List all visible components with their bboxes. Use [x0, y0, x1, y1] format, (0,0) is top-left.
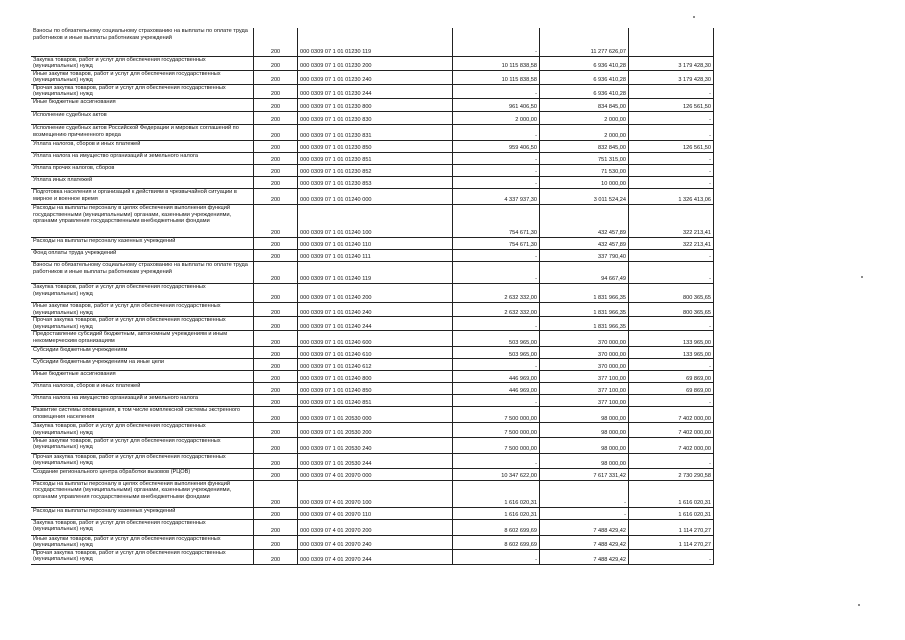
table-row	[31, 359, 714, 371]
row-approved: -	[453, 125, 540, 141]
row-approved: -	[453, 28, 540, 56]
table-row	[31, 437, 714, 453]
row-name: Иные закупки товаров, работ и услуг для обеспечения государственных (муниципальных) нужд	[31, 535, 254, 549]
row-executed: 98 000,00	[540, 407, 629, 423]
table-row	[31, 141, 714, 153]
table-row	[31, 153, 714, 165]
row-executed: 834 845,00	[540, 99, 629, 112]
row-approved: -	[453, 395, 540, 407]
row-code: 200	[254, 468, 298, 480]
row-code: 200	[254, 549, 298, 564]
row-code: 200	[254, 284, 298, 303]
row-code: 200	[254, 141, 298, 153]
row-executed: 3 011 524,24	[540, 189, 629, 205]
row-code: 200	[254, 423, 298, 437]
row-approved: 959 406,50	[453, 141, 540, 153]
row-code: 200	[254, 177, 298, 189]
row-approved: -	[453, 250, 540, 262]
row-kbk: 000 0309 07 1 01 01230 800	[298, 99, 453, 112]
row-unexecuted: -	[629, 395, 714, 407]
row-kbk: 000 0309 07 4 01 20970 200	[298, 519, 453, 535]
row-name: Предоставление субсидий бюджетным, автономным учреждениям и иным некоммерческим организациям	[31, 331, 254, 347]
row-unexecuted: 1 616 020,31	[629, 507, 714, 519]
row-approved: 503 965,00	[453, 347, 540, 359]
row-unexecuted: -	[629, 112, 714, 125]
row-name: Иные закупки товаров, работ и услуг для обеспечения государственных (муниципальных) нужд	[31, 303, 254, 317]
row-code: 200	[254, 112, 298, 125]
row-unexecuted: -	[629, 125, 714, 141]
row-unexecuted: -	[629, 84, 714, 98]
row-kbk: 000 0309 07 1 01 01230 853	[298, 177, 453, 189]
scan-speck	[858, 604, 860, 606]
row-unexecuted: 800 365,65	[629, 303, 714, 317]
row-approved: 10 347 622,00	[453, 468, 540, 480]
row-executed: 7 488 429,42	[540, 549, 629, 564]
row-name: Уплата налога на имущество организаций и земельного налога	[31, 153, 254, 165]
table-row	[31, 407, 714, 423]
row-name: Уплата иных платежей	[31, 177, 254, 189]
row-code: 200	[254, 205, 298, 238]
row-kbk: 000 0309 07 1 01 01230 851	[298, 153, 453, 165]
row-kbk: 000 0309 07 1 01 20530 200	[298, 423, 453, 437]
row-code: 200	[254, 535, 298, 549]
row-kbk: 000 0309 07 4 01 20970 240	[298, 535, 453, 549]
row-unexecuted: 322 213,41	[629, 205, 714, 238]
row-code: 200	[254, 359, 298, 371]
row-kbk: 000 0309 07 1 01 01230 244	[298, 84, 453, 98]
table-row	[31, 165, 714, 177]
table-row	[31, 453, 714, 468]
row-approved: -	[453, 317, 540, 331]
row-approved: 2 000,00	[453, 112, 540, 125]
row-name: Создание регионального центра обработки вызовов (РЦОВ)	[31, 468, 254, 480]
row-code: 200	[254, 165, 298, 177]
table-row	[31, 238, 714, 250]
row-executed: 6 936 410,28	[540, 84, 629, 98]
row-executed: 2 000,00	[540, 112, 629, 125]
row-kbk: 000 0309 07 1 01 01230 831	[298, 125, 453, 141]
row-name: Расходы на выплаты персоналу в целях обеспечения выполнения функций государственными (муниципальными) органами, казенными учреждениями, органами управления государственными внебюджетными фондами	[31, 480, 254, 507]
row-unexecuted: -	[629, 317, 714, 331]
row-approved: 446 969,00	[453, 371, 540, 383]
table-row	[31, 112, 714, 125]
row-unexecuted: 126 561,50	[629, 99, 714, 112]
row-unexecuted: 133 965,00	[629, 347, 714, 359]
row-name: Иные закупки товаров, работ и услуг для обеспечения государственных (муниципальных) нужд	[31, 437, 254, 453]
row-name: Субсидии бюджетным учреждениям на иные цели	[31, 359, 254, 371]
row-unexecuted: 1 326 413,06	[629, 189, 714, 205]
row-kbk: 000 0309 07 1 01 01240 240	[298, 303, 453, 317]
row-approved: -	[453, 153, 540, 165]
row-unexecuted: 126 561,50	[629, 141, 714, 153]
row-name: Прочая закупка товаров, работ и услуг для обеспечения государственных (муниципальных) нужд	[31, 84, 254, 98]
row-kbk: 000 0309 07 1 01 01240 000	[298, 189, 453, 205]
table-row	[31, 205, 714, 238]
row-name: Закупка товаров, работ и услуг для обеспечения государственных (муниципальных) нужд	[31, 56, 254, 70]
row-executed: 6 936 410,28	[540, 70, 629, 84]
table-row	[31, 177, 714, 189]
row-approved: -	[453, 359, 540, 371]
row-name: Уплата прочих налогов, сборов	[31, 165, 254, 177]
table-row	[31, 70, 714, 84]
row-executed: 1 831 966,35	[540, 284, 629, 303]
row-code: 200	[254, 437, 298, 453]
row-code: 200	[254, 303, 298, 317]
row-unexecuted: 800 365,65	[629, 284, 714, 303]
row-name: Исполнение судебных актов	[31, 112, 254, 125]
row-approved: 7 500 000,00	[453, 407, 540, 423]
table-row	[31, 549, 714, 564]
row-code: 200	[254, 480, 298, 507]
table-row	[31, 125, 714, 141]
row-name: Субсидии бюджетным учреждениям	[31, 347, 254, 359]
table-row	[31, 480, 714, 507]
row-kbk: 000 0309 07 1 01 01240 800	[298, 371, 453, 383]
table-row	[31, 56, 714, 70]
row-name: Уплата налогов, сборов и иных платежей	[31, 141, 254, 153]
row-kbk: 000 0309 07 1 01 01240 850	[298, 383, 453, 395]
table-row	[31, 371, 714, 383]
row-executed: 832 845,00	[540, 141, 629, 153]
table-row	[31, 347, 714, 359]
row-code: 200	[254, 371, 298, 383]
row-kbk: 000 0309 07 1 01 01230 830	[298, 112, 453, 125]
row-code: 200	[254, 56, 298, 70]
row-kbk: 000 0309 07 1 01 01230 200	[298, 56, 453, 70]
row-executed: 98 000,00	[540, 453, 629, 468]
row-kbk: 000 0309 07 1 01 01240 244	[298, 317, 453, 331]
row-approved: 1 616 020,31	[453, 480, 540, 507]
table-row	[31, 423, 714, 437]
budget-table	[31, 28, 714, 565]
row-approved: 8 602 699,69	[453, 535, 540, 549]
row-code: 200	[254, 407, 298, 423]
budget-table-body	[31, 28, 714, 564]
row-code: 200	[254, 84, 298, 98]
row-code: 200	[254, 347, 298, 359]
row-kbk: 000 0309 07 4 01 20970 000	[298, 468, 453, 480]
row-unexecuted: 2 730 290,58	[629, 468, 714, 480]
row-unexecuted: 1 114 270,27	[629, 535, 714, 549]
row-code: 200	[254, 331, 298, 347]
row-unexecuted: -	[629, 453, 714, 468]
row-approved: -	[453, 262, 540, 284]
row-kbk: 000 0309 07 1 01 01230 852	[298, 165, 453, 177]
row-approved: 503 965,00	[453, 331, 540, 347]
row-code: 200	[254, 28, 298, 56]
budget-execution-sheet	[31, 28, 709, 565]
row-executed: 7 488 429,42	[540, 519, 629, 535]
row-unexecuted	[629, 28, 714, 56]
row-executed: -	[540, 507, 629, 519]
row-name: Прочая закупка товаров, работ и услуг для обеспечения государственных (муниципальных) нужд	[31, 453, 254, 468]
row-executed: 7 617 331,42	[540, 468, 629, 480]
row-code: 200	[254, 153, 298, 165]
row-unexecuted: -	[629, 549, 714, 564]
row-code: 200	[254, 453, 298, 468]
row-unexecuted: -	[629, 250, 714, 262]
table-row	[31, 535, 714, 549]
row-executed: 370 000,00	[540, 331, 629, 347]
table-row	[31, 189, 714, 205]
row-executed: 751 315,00	[540, 153, 629, 165]
row-approved: 10 115 838,58	[453, 70, 540, 84]
table-row	[31, 303, 714, 317]
row-kbk: 000 0309 07 1 01 01240 851	[298, 395, 453, 407]
row-unexecuted: 7 402 000,00	[629, 407, 714, 423]
row-approved: 4 337 937,30	[453, 189, 540, 205]
table-row	[31, 284, 714, 303]
table-row	[31, 519, 714, 535]
row-kbk: 000 0309 07 1 01 01240 612	[298, 359, 453, 371]
row-code: 200	[254, 70, 298, 84]
row-executed: 377 100,00	[540, 371, 629, 383]
row-kbk: 000 0309 07 1 01 01240 111	[298, 250, 453, 262]
row-name: Закупка товаров, работ и услуг для обеспечения государственных (муниципальных) нужд	[31, 284, 254, 303]
row-kbk: 000 0309 07 1 01 01240 610	[298, 347, 453, 359]
row-approved: 2 632 332,00	[453, 284, 540, 303]
row-name: Прочая закупка товаров, работ и услуг для обеспечения государственных (муниципальных) нужд	[31, 549, 254, 564]
row-code: 200	[254, 519, 298, 535]
row-approved: 7 500 000,00	[453, 437, 540, 453]
table-row	[31, 99, 714, 112]
row-kbk: 000 0309 07 1 01 01240 200	[298, 284, 453, 303]
row-code: 200	[254, 262, 298, 284]
table-row	[31, 331, 714, 347]
row-kbk: 000 0309 07 4 01 20970 244	[298, 549, 453, 564]
row-executed: 370 000,00	[540, 359, 629, 371]
table-row	[31, 250, 714, 262]
row-code: 200	[254, 99, 298, 112]
row-executed: 98 000,00	[540, 423, 629, 437]
row-name: Развитие системы оповещения, в том числе комплексной системы экстренного оповещения населения	[31, 407, 254, 423]
row-executed: 98 000,00	[540, 437, 629, 453]
row-name: Уплата налогов, сборов и иных платежей	[31, 383, 254, 395]
row-unexecuted: -	[629, 359, 714, 371]
row-executed: 10 000,00	[540, 177, 629, 189]
row-name: Расходы на выплаты персоналу казенных учреждений	[31, 238, 254, 250]
row-name: Закупка товаров, работ и услуг для обеспечения государственных (муниципальных) нужд	[31, 423, 254, 437]
row-unexecuted: 3 179 428,30	[629, 70, 714, 84]
row-name: Взносы по обязательному социальному страхованию на выплаты по оплате труда работников и иные выплаты работникам учреждений	[31, 28, 254, 56]
row-unexecuted: -	[629, 262, 714, 284]
row-executed: 337 790,40	[540, 250, 629, 262]
row-executed: 71 530,00	[540, 165, 629, 177]
row-name: Уплата налога на имущество организаций и земельного налога	[31, 395, 254, 407]
row-unexecuted: 3 179 428,30	[629, 56, 714, 70]
row-unexecuted: 133 965,00	[629, 331, 714, 347]
row-unexecuted: 69 869,00	[629, 383, 714, 395]
scan-speck	[693, 16, 695, 18]
row-executed: 1 831 966,35	[540, 317, 629, 331]
row-executed: 94 667,49	[540, 262, 629, 284]
row-name: Прочая закупка товаров, работ и услуг для обеспечения государственных (муниципальных) нужд	[31, 317, 254, 331]
table-row	[31, 395, 714, 407]
row-name: Подготовка населения и организаций к действиям в чрезвычайной ситуации в мирное и военное время	[31, 189, 254, 205]
row-approved: -	[453, 549, 540, 564]
row-approved: 2 632 332,00	[453, 303, 540, 317]
row-code: 200	[254, 189, 298, 205]
row-approved: -	[453, 453, 540, 468]
row-approved: 446 969,00	[453, 383, 540, 395]
row-code: 200	[254, 125, 298, 141]
row-unexecuted: -	[629, 177, 714, 189]
table-row	[31, 383, 714, 395]
table-row	[31, 28, 714, 56]
table-row	[31, 84, 714, 98]
row-approved: 8 602 699,69	[453, 519, 540, 535]
row-executed: 11 277 626,07	[540, 28, 629, 56]
table-row	[31, 468, 714, 480]
row-name: Иные закупки товаров, работ и услуг для обеспечения государственных (муниципальных) нужд	[31, 70, 254, 84]
row-approved: -	[453, 84, 540, 98]
row-approved: 7 500 000,00	[453, 423, 540, 437]
row-unexecuted: 7 402 000,00	[629, 423, 714, 437]
row-executed: 432 457,89	[540, 238, 629, 250]
row-kbk: 000 0309 07 1 01 20530 000	[298, 407, 453, 423]
row-unexecuted: -	[629, 165, 714, 177]
row-kbk: 000 0309 07 1 01 01230 240	[298, 70, 453, 84]
row-executed: 432 457,89	[540, 205, 629, 238]
row-kbk: 000 0309 07 1 01 01240 600	[298, 331, 453, 347]
row-name: Расходы на выплаты персоналу в целях обеспечения выполнения функций государственными (муниципальными) органами, казенными учреждениями, органами управления государственными внебюджетными фондами	[31, 205, 254, 238]
row-code: 200	[254, 238, 298, 250]
row-executed: 377 100,00	[540, 383, 629, 395]
table-row	[31, 262, 714, 284]
row-unexecuted: -	[629, 153, 714, 165]
row-name: Фонд оплаты труда учреждений	[31, 250, 254, 262]
row-code: 200	[254, 250, 298, 262]
row-executed: 6 936 410,28	[540, 56, 629, 70]
row-unexecuted: 1 616 020,31	[629, 480, 714, 507]
row-name: Взносы по обязательному социальному страхованию на выплаты по оплате труда работников и иные выплаты работникам учреждений	[31, 262, 254, 284]
row-approved: 754 671,30	[453, 205, 540, 238]
row-executed: 7 488 429,42	[540, 535, 629, 549]
row-name: Закупка товаров, работ и услуг для обеспечения государственных (муниципальных) нужд	[31, 519, 254, 535]
row-unexecuted: 69 869,00	[629, 371, 714, 383]
row-approved: 754 671,30	[453, 238, 540, 250]
row-executed: 370 000,00	[540, 347, 629, 359]
row-unexecuted: 7 402 000,00	[629, 437, 714, 453]
row-code: 200	[254, 395, 298, 407]
row-kbk: 000 0309 07 1 01 01230 119	[298, 28, 453, 56]
row-approved: 961 406,50	[453, 99, 540, 112]
row-executed: 377 100,00	[540, 395, 629, 407]
row-code: 200	[254, 507, 298, 519]
row-kbk: 000 0309 07 1 01 01240 100	[298, 205, 453, 238]
row-approved: 10 115 838,58	[453, 56, 540, 70]
row-approved: -	[453, 165, 540, 177]
row-executed: 2 000,00	[540, 125, 629, 141]
row-code: 200	[254, 383, 298, 395]
row-code: 200	[254, 317, 298, 331]
row-name: Исполнение судебных актов Российской Федерации и мировых соглашений по возмещению причиненного вреда	[31, 125, 254, 141]
row-name: Расходы на выплаты персоналу казенных учреждений	[31, 507, 254, 519]
row-kbk: 000 0309 07 1 01 01230 850	[298, 141, 453, 153]
row-name: Иные бюджетные ассигнования	[31, 99, 254, 112]
row-executed: 1 831 966,35	[540, 303, 629, 317]
row-kbk: 000 0309 07 4 01 20970 100	[298, 480, 453, 507]
row-unexecuted: 1 114 270,27	[629, 519, 714, 535]
row-name: Иные бюджетные ассигнования	[31, 371, 254, 383]
row-kbk: 000 0309 07 4 01 20970 110	[298, 507, 453, 519]
row-approved: 1 616 020,31	[453, 507, 540, 519]
table-row	[31, 507, 714, 519]
row-kbk: 000 0309 07 1 01 20530 240	[298, 437, 453, 453]
row-kbk: 000 0309 07 1 01 01240 119	[298, 262, 453, 284]
table-row	[31, 317, 714, 331]
row-executed: -	[540, 480, 629, 507]
scan-speck	[861, 276, 863, 278]
row-unexecuted: 322 213,41	[629, 238, 714, 250]
row-approved: -	[453, 177, 540, 189]
row-kbk: 000 0309 07 1 01 01240 110	[298, 238, 453, 250]
row-kbk: 000 0309 07 1 01 20530 244	[298, 453, 453, 468]
